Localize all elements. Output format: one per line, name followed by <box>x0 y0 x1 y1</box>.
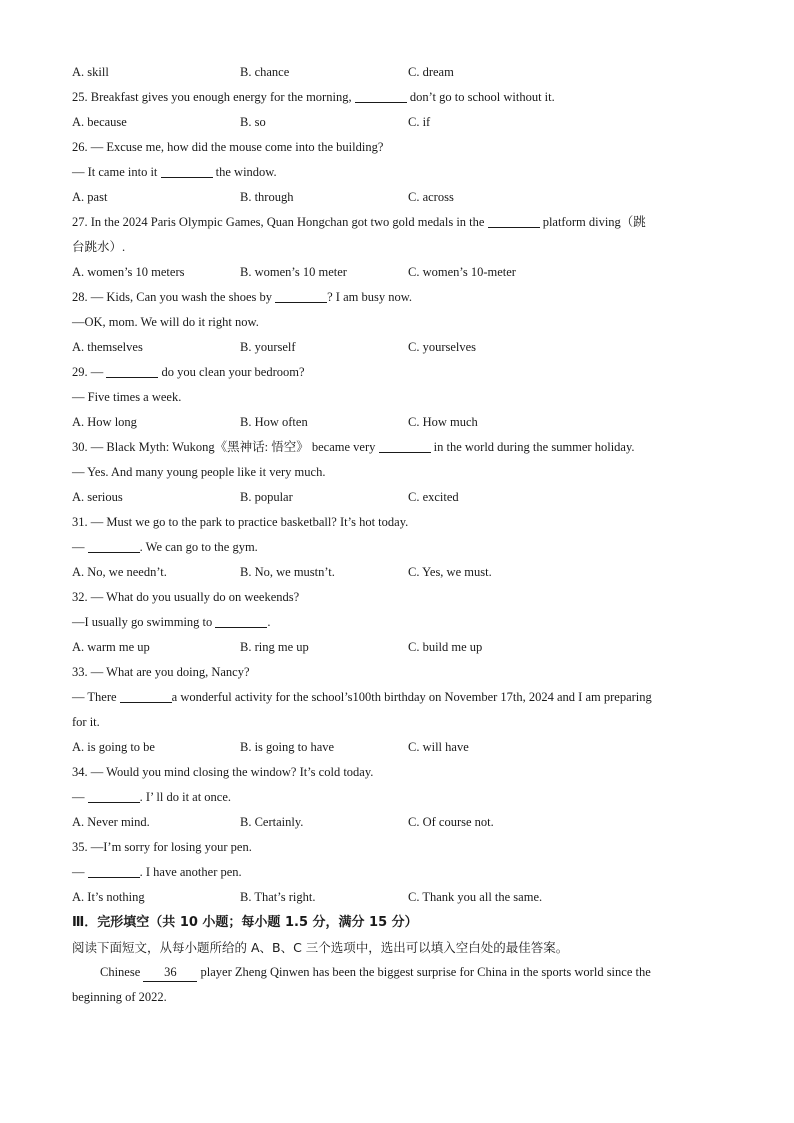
q28-line1: 28. — Kids, Can you wash the shoes by ? I am busy now. <box>72 290 413 304</box>
q29-option-c[interactable]: C. How much <box>408 415 478 429</box>
q35-line2: — . I have another pen. <box>72 865 242 879</box>
answer-blank[interactable] <box>161 163 213 178</box>
q30-option-c[interactable]: C. excited <box>408 490 459 504</box>
q26-options <box>72 185 722 210</box>
q29-option-b[interactable]: B. How often <box>240 415 308 429</box>
answer-blank[interactable] <box>275 288 327 303</box>
q24-options <box>72 60 722 85</box>
q31-option-c[interactable]: C. Yes, we must. <box>408 565 492 579</box>
q28-options <box>72 335 722 360</box>
q31-options <box>72 560 722 585</box>
q28-option-b[interactable]: B. yourself <box>240 340 296 354</box>
answer-blank[interactable] <box>88 538 140 553</box>
q32-options <box>72 635 722 660</box>
q27-option-c[interactable]: C. women’s 10-meter <box>408 265 516 279</box>
q29-line1: 29. — do you clean your bedroom? <box>72 365 305 379</box>
q24-option-a[interactable]: A. skill <box>72 65 109 79</box>
q27-option-b[interactable]: B. women’s 10 meter <box>240 265 347 279</box>
answer-blank[interactable] <box>88 788 140 803</box>
answer-blank[interactable] <box>215 613 267 628</box>
q33-option-b[interactable]: B. is going to have <box>240 740 335 754</box>
q28-option-c[interactable]: C. yourselves <box>408 340 477 354</box>
answer-blank[interactable] <box>106 363 158 378</box>
q30-option-b[interactable]: B. popular <box>240 490 293 504</box>
q32-line2: —I usually go swimming to . <box>72 615 271 629</box>
q33-line1: 33. — What are you doing, Nancy? <box>72 665 250 679</box>
q34-option-a[interactable]: A. Never mind. <box>72 815 150 829</box>
q25-options <box>72 110 722 135</box>
q25-stem: 25. Breakfast gives you enough energy for the morning, don’t go to school without it. <box>72 90 555 104</box>
q29-option-a[interactable]: A. How long <box>72 415 137 429</box>
q35-option-b[interactable]: B. That’s right. <box>240 890 316 904</box>
answer-blank[interactable] <box>355 88 407 103</box>
answer-blank[interactable] <box>379 438 431 453</box>
answer-blank[interactable] <box>120 688 172 703</box>
cloze-blank-36[interactable]: 36 <box>143 964 197 982</box>
q30-line1: 30. — Black Myth: Wukong《黑神话: 悟空》 became very in the world during the summer holiday. <box>72 440 635 454</box>
q25-option-a[interactable]: A. because <box>72 115 127 129</box>
q27-line2: 台跳水）. <box>72 240 126 254</box>
section-instruction: 阅读下面短文，从每小题所给的 A、B、C 三个选项中，选出可以填入空白处的最佳答案。 <box>72 940 569 955</box>
q35-line1: 35. —I’m sorry for losing your pen. <box>72 840 252 854</box>
q27-option-a[interactable]: A. women’s 10 meters <box>72 265 185 279</box>
q28-option-a[interactable]: A. themselves <box>72 340 143 354</box>
q32-option-c[interactable]: C. build me up <box>408 640 483 654</box>
exam-page <box>72 60 722 1010</box>
q26-option-b[interactable]: B. through <box>240 190 294 204</box>
q24-option-b[interactable]: B. chance <box>240 65 290 79</box>
passage-line2: beginning of 2022. <box>72 990 167 1004</box>
q31-line2: — . We can go to the gym. <box>72 540 258 554</box>
q32-line1: 32. — What do you usually do on weekends? <box>72 590 300 604</box>
q33-option-a[interactable]: A. is going to be <box>72 740 155 754</box>
q33-line2: — There a wonderful activity for the school’s100th birthday on November 17th, 2024 and I am preparing <box>72 690 652 704</box>
q26-option-a[interactable]: A. past <box>72 190 108 204</box>
q34-option-b[interactable]: B. Certainly. <box>240 815 304 829</box>
q34-line1: 34. — Would you mind closing the window? It’s cold today. <box>72 765 374 779</box>
q35-option-a[interactable]: A. It’s nothing <box>72 890 145 904</box>
q35-option-c[interactable]: C. Thank you all the same. <box>408 890 543 904</box>
q27-stem: 27. In the 2024 Paris Olympic Games, Quan Hongchan got two gold medals in the platform diving（跳 <box>72 215 646 229</box>
q34-options <box>72 810 722 835</box>
q33-options <box>72 735 722 760</box>
q27-options <box>72 260 722 285</box>
q32-option-b[interactable]: B. ring me up <box>240 640 309 654</box>
q26-line2: — It came into it the window. <box>72 165 277 179</box>
q26-option-c[interactable]: C. across <box>408 190 454 204</box>
q25-option-c[interactable]: C. if <box>408 115 431 129</box>
q31-line1: 31. — Must we go to the park to practice basketball? It’s hot today. <box>72 515 409 529</box>
section-title: Ⅲ．完形填空（共 10 小题；每小题 1.5 分，满分 15 分） <box>72 915 418 930</box>
q30-options <box>72 485 722 510</box>
q29-line2: — Five times a week. <box>72 390 182 404</box>
q33-line3: for it. <box>72 715 100 729</box>
q24-option-c[interactable]: C. dream <box>408 65 454 79</box>
q28-line2: —OK, mom. We will do it right now. <box>72 315 259 329</box>
q34-option-c[interactable]: C. Of course not. <box>408 815 494 829</box>
q30-line2: — Yes. And many young people like it very much. <box>72 465 326 479</box>
q30-option-a[interactable]: A. serious <box>72 490 123 504</box>
q26-line1: 26. — Excuse me, how did the mouse come into the building? <box>72 140 384 154</box>
q29-options <box>72 410 722 435</box>
answer-blank[interactable] <box>488 213 540 228</box>
q34-line2: — . I’ ll do it at once. <box>72 790 232 804</box>
q35-options <box>72 885 722 910</box>
q33-option-c[interactable]: C. will have <box>408 740 469 754</box>
answer-blank[interactable] <box>88 863 140 878</box>
q25-option-b[interactable]: B. so <box>240 115 266 129</box>
q31-option-a[interactable]: A. No, we needn’t. <box>72 565 167 579</box>
passage-line1: Chinese 36 player Zheng Qinwen has been the biggest surprise for China in the sports world since the <box>72 960 722 985</box>
q31-option-b[interactable]: B. No, we mustn’t. <box>240 565 335 579</box>
q32-option-a[interactable]: A. warm me up <box>72 640 150 654</box>
